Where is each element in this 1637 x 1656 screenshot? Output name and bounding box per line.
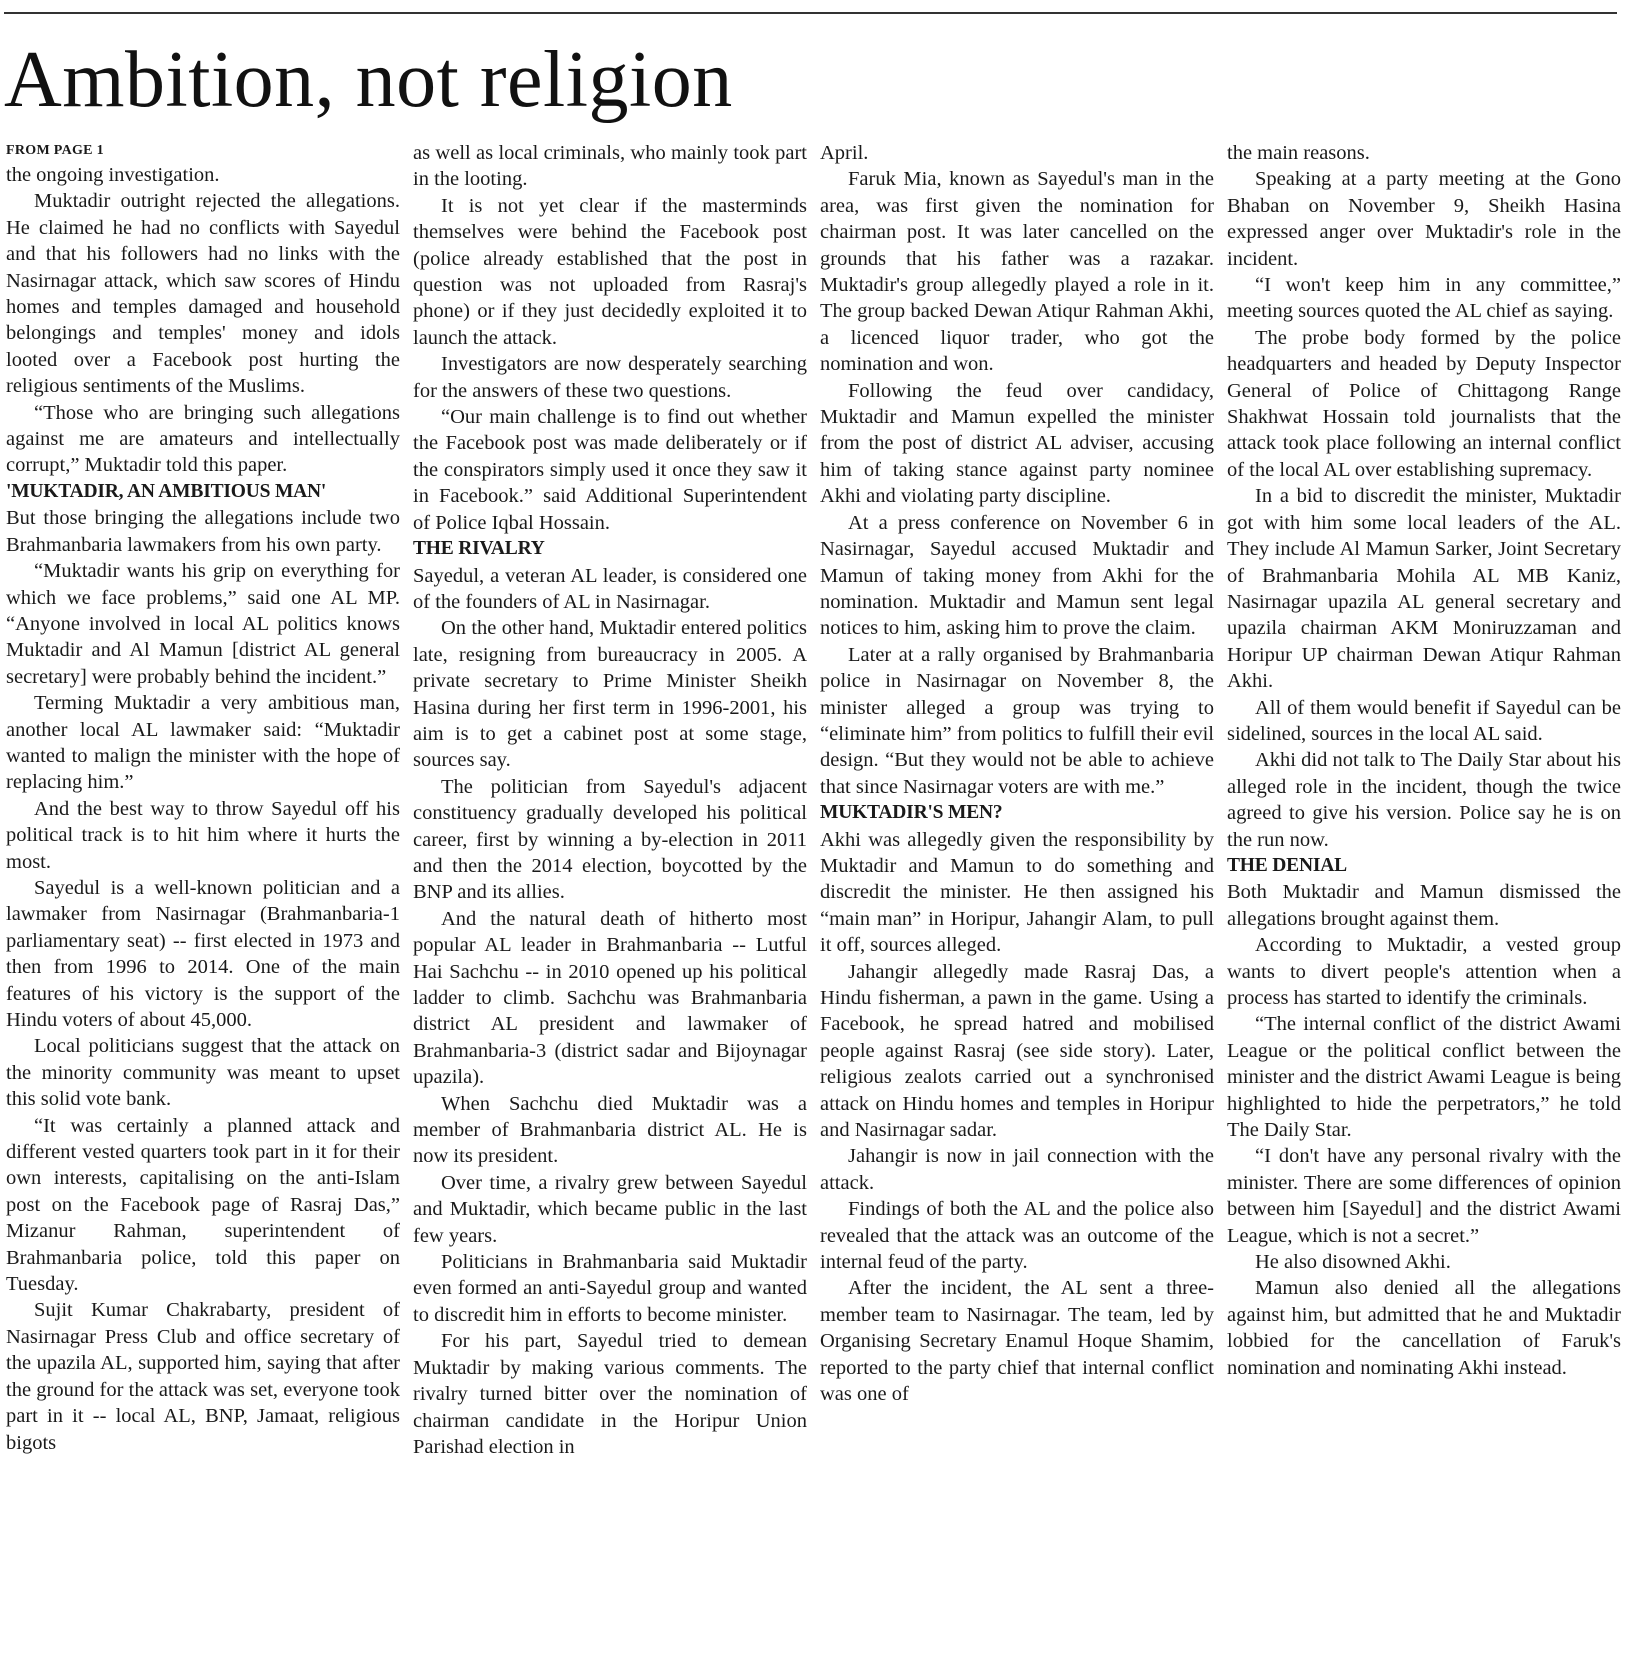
paragraph: “Our main challenge is to find out whether the Facebook post was made deliberately or if the conspirators simply used it once they saw it in Facebook.” said Additional Superintendent of Police Iqbal Hossain. bbox=[413, 406, 807, 534]
paragraph: And the natural death of hitherto most popular AL leader in Brahmanbaria -- Lutful Hai Sachchu -- in 2010 opened up his political ladder to climb. Sachchu was Brahmanbaria district AL president and lawmaker of Brahmanbaria-3 (district sadar and Bijoynagar upazila). bbox=[413, 907, 807, 1089]
column-2 bbox=[413, 140, 807, 1640]
paragraph: Akhi was allegedly given the responsibility by Muktadir and Mamun to do something and discredit the minister. He then assigned his “main man” in Horipur, Jahangir Alam, to pull it off, sources alleged. bbox=[820, 828, 1214, 957]
paragraph: Muktadir outright rejected the allegations. He claimed he had no conflicts with Sayedul and that his followers had no links with the Nasirnagar attack, which saw scores of Hindu homes and temples damaged and household belongings and temples' money and idols looted over a Facebook post hurting the religious sentiments of the Muslims. bbox=[6, 190, 400, 398]
column-3 bbox=[820, 140, 1214, 1640]
paragraph: But those bringing the allegations include two Brahmanbaria lawmakers from his own party. bbox=[6, 507, 400, 556]
paragraph: For his part, Sayedul tried to demean Muktadir by making various comments. The rivalry turned bitter over the nomination of chairman candidate in the Horipur Union Parishad election in bbox=[413, 1330, 807, 1458]
paragraph: April. bbox=[820, 142, 869, 164]
subhead-denial: THE DENIAL bbox=[1227, 854, 1347, 876]
paragraph: Terming Muktadir a very ambitious man, another local AL lawmaker said: “Muktadir wanted to malign the minister with the hope of replacing him.” bbox=[6, 692, 400, 794]
paragraph: “I don't have any personal rivalry with the minister. There are some differences of opinion between him [Sayedul] and the district Awami League, which is not a secret.” bbox=[1227, 1145, 1621, 1247]
article-body bbox=[0, 140, 1637, 1640]
paragraph: Both Muktadir and Mamun dismissed the allegations brought against them. bbox=[1227, 881, 1621, 930]
paragraph: Jahangir is now in jail connection with the attack. bbox=[820, 1145, 1214, 1194]
column-4 bbox=[1227, 140, 1621, 1640]
paragraph: “The internal conflict of the district Awami League or the political conflict between the minister and the district Awami League is being highlighted to hide the perpetrators,” he told The Daily Star. bbox=[1227, 1013, 1621, 1142]
paragraph: In a bid to discredit the minister, Muktadir got with him some local leaders of the AL. They include Al Mamun Sarker, Joint Secretary of Brahmanbaria Mohila AL MB Kaniz, Nasirnagar upazila AL general secretary and upazila chairman AKM Moniruzzaman and Horipur UP chairman Dewan Atiqur Rahman Akhi. bbox=[1227, 485, 1621, 693]
paragraph: Sayedul is a well-known politician and a lawmaker from Nasirnagar (Brahmanbaria-1 parliamentary seat) -- first elected in 1973 and then from 1996 to 2014. One of the main features of his victory is the support of the Hindu voters of about 45,000. bbox=[6, 876, 400, 1031]
dateline: FROM PAGE 1 bbox=[6, 143, 104, 158]
paragraph: “It was certainly a planned attack and different vested quarters took part in it for their own interests, capitalising on the anti-Islam post on the Facebook page of Rasraj Das,” Mizanur Rahman, superintendent of Brahmanbaria police, told this paper on Tuesday. bbox=[6, 1114, 400, 1296]
paragraph: Following the feud over candidacy, Muktadir and Mamun expelled the minister from the post of district AL adviser, accusing him of taking stance against party nominee Akhi and violating party discipline. bbox=[820, 379, 1214, 508]
subhead-rivalry: THE RIVALRY bbox=[413, 538, 545, 560]
paragraph: At a press conference on November 6 in Nasirnagar, Sayedul accused Muktadir and Mamun of taking money from Akhi for the nomination. Muktadir and Mamun sent legal notices to him, asking him to prove the claim. bbox=[820, 511, 1214, 640]
subhead-men: MUKTADIR'S MEN? bbox=[820, 802, 1003, 824]
paragraph: as well as local criminals, who mainly took part in the looting. bbox=[413, 142, 807, 191]
subhead-ambitious-man: 'MUKTADIR, AN AMBITIOUS MAN' bbox=[6, 480, 327, 502]
paragraph: The probe body formed by the police headquarters and headed by Deputy Inspector General of Police of Chittagong Range Shakhwat Hossain told journalists that the attack took place following an internal conflict of the local AL over establishing supremacy. bbox=[1227, 326, 1621, 481]
headline: Ambition, not religion bbox=[4, 36, 733, 124]
paragraph: It is not yet clear if the masterminds themselves were behind the Facebook post (police already established that the post in question was not uploaded from Rasraj's phone) or if they just decidedly exploited it to launch the attack. bbox=[413, 194, 807, 349]
top-rule bbox=[4, 12, 1617, 14]
paragraph: “Muktadir wants his grip on everything for which we face problems,” said one AL MP. “Anyone involved in local AL politics knows Muktadir and Al Mamun [district AL general secretary] were probably behind the incident.” bbox=[6, 560, 400, 688]
paragraph: Local politicians suggest that the attack on the minority community was meant to upset this solid vote bank. bbox=[6, 1035, 400, 1111]
paragraph: Politicians in Brahmanbaria said Muktadir even formed an anti-Sayedul group and wanted to discredit him in efforts to become minister. bbox=[413, 1251, 807, 1326]
paragraph: Jahangir allegedly made Rasraj Das, a Hindu fisherman, a pawn in the game. Using a Facebook, he spread hatred and mobilised people against Rasraj (see side story). Later, religious zealots carried out a synchronised attack on Hindu homes and temples in Horipur and Nasirnagar sadar. bbox=[820, 960, 1214, 1142]
column-1 bbox=[6, 140, 400, 1640]
paragraph: He also disowned Akhi. bbox=[1255, 1251, 1451, 1274]
paragraph: Later at a rally organised by Brahmanbaria police in Nasirnagar on November 8, the minister alleged a group was trying to “eliminate him” from politics to fulfill their evil design. “But they would not be able to achieve that since Nasirnagar voters are with me.” bbox=[820, 643, 1214, 798]
paragraph: According to Muktadir, a vested group wants to divert people's attention when a process has started to identify the criminals. bbox=[1227, 934, 1621, 1009]
paragraph: Mamun also denied all the allegations against him, but admitted that he and Muktadir lobbied for the cancellation of Faruk's nomination and nominating Akhi instead. bbox=[1227, 1277, 1621, 1379]
paragraph: “Those who are bringing such allegations against me are amateurs and intellectually corrupt,” Muktadir told this paper. bbox=[6, 401, 400, 477]
paragraph: “I won't keep him in any committee,” meeting sources quoted the AL chief as saying. bbox=[1227, 274, 1621, 323]
paragraph: Sujit Kumar Chakrabarty, president of Nasirnagar Press Club and office secretary of the upazila AL, supported him, saying that after the ground for the attack was set, everyone took part in it -- local AL, BNP, Jamaat, religious bigots bbox=[6, 1299, 400, 1454]
paragraph: All of them would benefit if Sayedul can be sidelined, sources in the local AL said. bbox=[1227, 696, 1621, 745]
paragraph: the ongoing investigation. bbox=[6, 164, 220, 186]
paragraph: Investigators are now desperately searching for the answers of these two questions. bbox=[413, 353, 807, 402]
paragraph: After the incident, the AL sent a three-member team to Nasirnagar. The team, led by Organising Secretary Enamul Hoque Shamim, reported to the party chief that internal conflict was one of bbox=[820, 1277, 1214, 1406]
paragraph: When Sachchu died Muktadir was a member of Brahmanbaria district AL. He is now its president. bbox=[413, 1092, 807, 1168]
paragraph: Faruk Mia, known as Sayedul's man in the area, was first given the nomination for chairman post. It was later cancelled on the grounds that his father was a razakar. Muktadir's group allegedly played a role in it. The group backed Dewan Atiqur Rahman Akhi, a licenced liquor trader, who got the nomination and won. bbox=[820, 168, 1214, 376]
paragraph: On the other hand, Muktadir entered politics late, resigning from bureaucracy in 2005. A private secretary to Prime Minister Sheikh Hasina during her first term in 1996-2001, his aim is to get a cabinet post at some stage, sources say. bbox=[413, 617, 807, 772]
paragraph: The politician from Sayedul's adjacent constituency gradually developed his political career, first by winning a by-election in 2011 and then the 2014 election, boycotted by the BNP and its allies. bbox=[413, 775, 807, 904]
paragraph: Over time, a rivalry grew between Sayedul and Muktadir, which became public in the last few years. bbox=[413, 1171, 807, 1247]
paragraph: And the best way to throw Sayedul off his political track is to hit him where it hurts the most. bbox=[6, 797, 400, 873]
paragraph: Findings of both the AL and the police also revealed that the attack was an outcome of the internal feud of the party. bbox=[820, 1198, 1214, 1274]
paragraph: Sayedul, a veteran AL leader, is considered one of the founders of AL in Nasirnagar. bbox=[413, 564, 807, 613]
paragraph: the main reasons. bbox=[1227, 142, 1370, 164]
paragraph: Speaking at a party meeting at the Gono Bhaban on November 9, Sheikh Hasina expressed anger over Muktadir's role in the incident. bbox=[1227, 168, 1621, 270]
paragraph: Akhi did not talk to The Daily Star about his alleged role in the incident, though the twice agreed to give his version. Police say he is on the run now. bbox=[1227, 749, 1621, 851]
